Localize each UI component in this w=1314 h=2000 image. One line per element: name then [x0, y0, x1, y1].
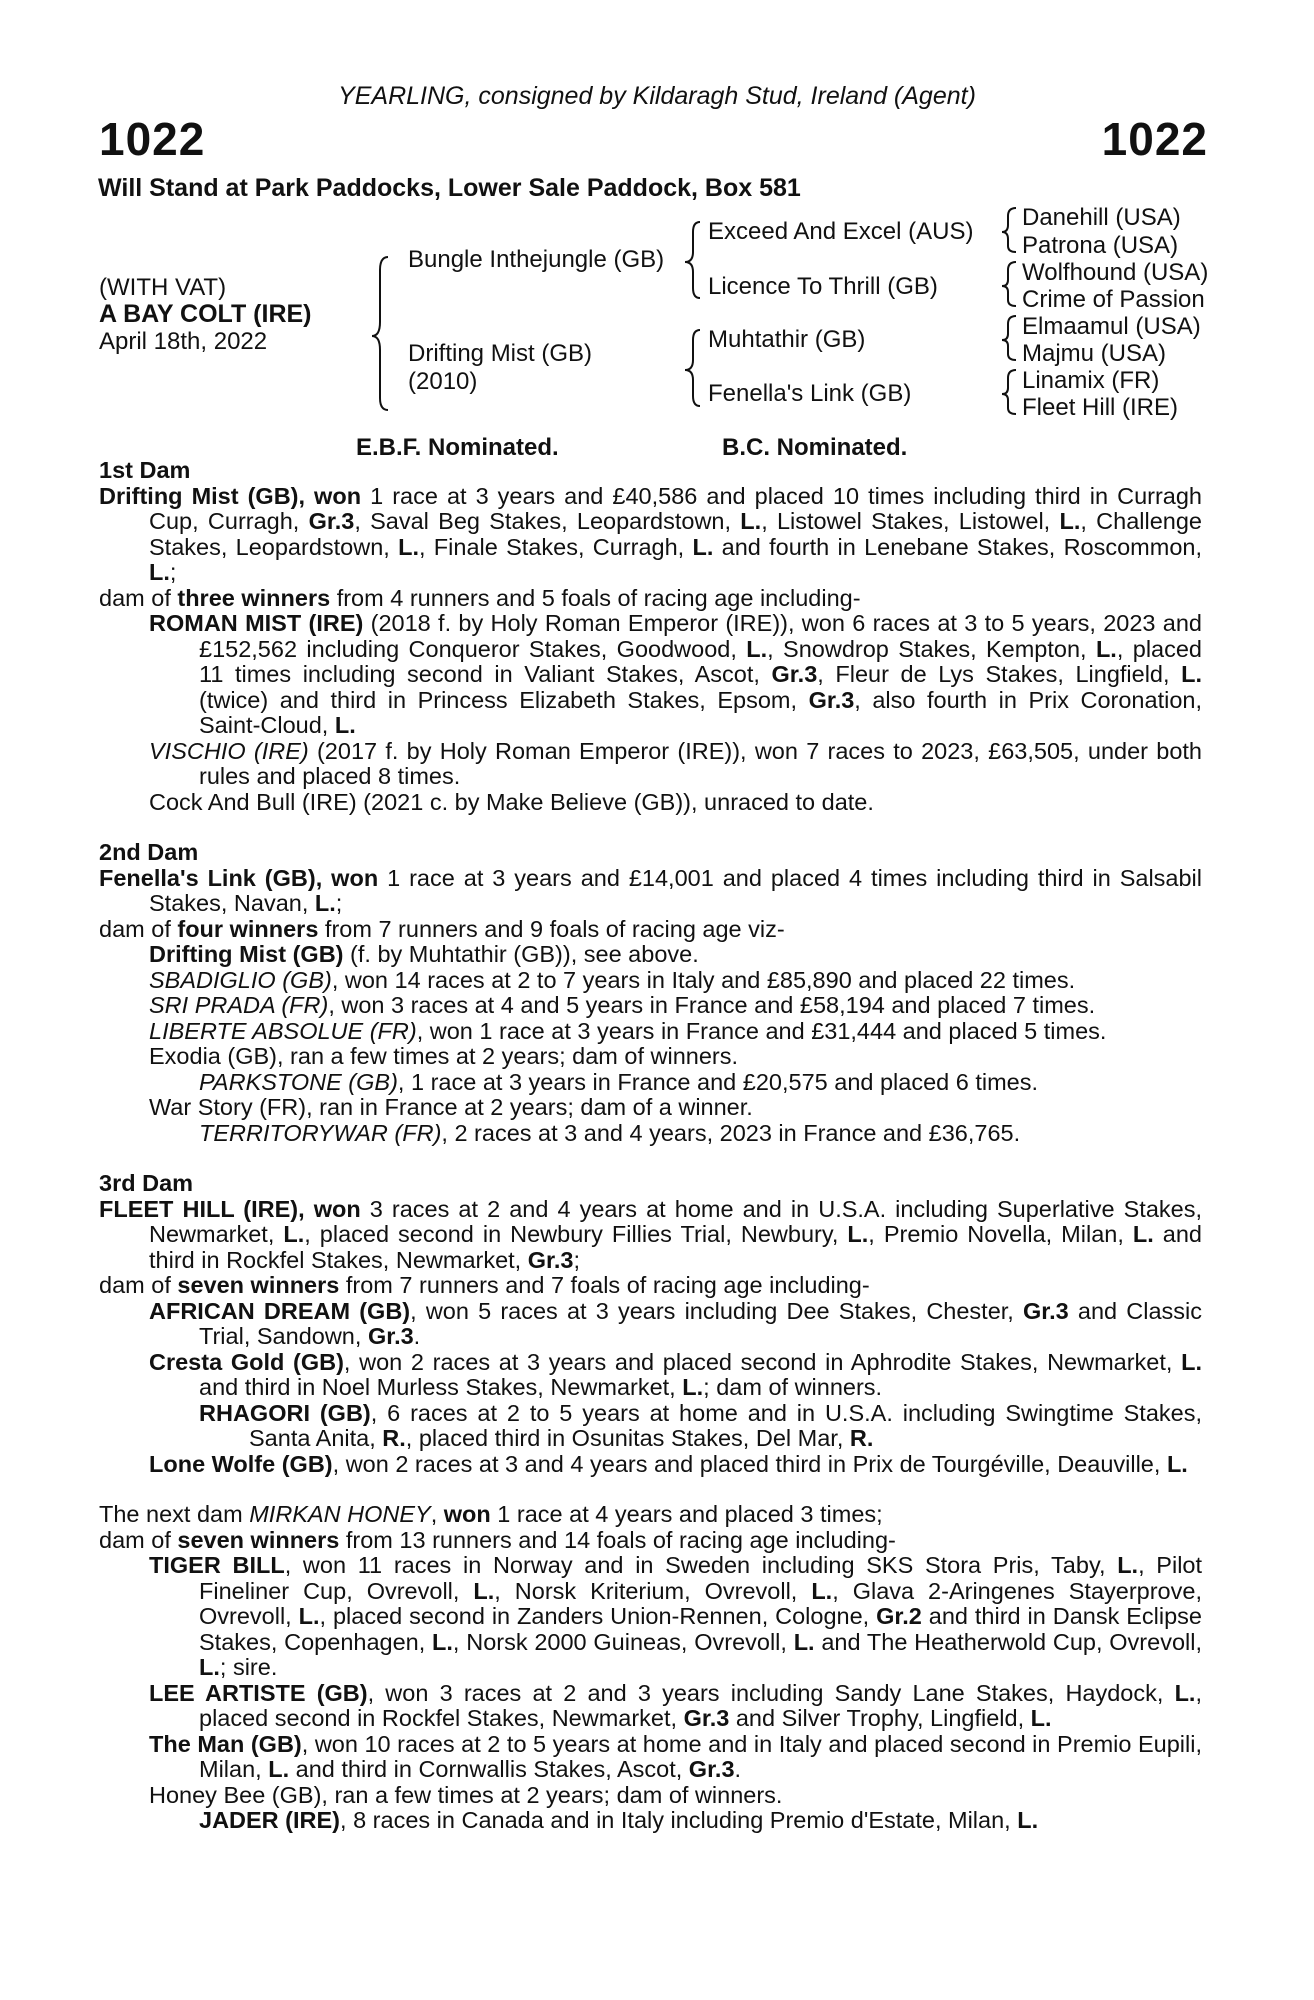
dam-sire: Muhtathir (GB): [708, 326, 866, 353]
produce-honey-bee: Honey Bee (GB), ran a few times at 2 years; dam of winners.: [149, 1781, 783, 1808]
gg-4: Crime of Passion: [1022, 286, 1205, 313]
sire-sire: Exceed And Excel (AUS): [708, 218, 974, 245]
second-dam-heading: 2nd Dam: [99, 839, 199, 865]
third-dam-produce: dam of seven winners from 7 runners and 7 foals of racing age including-: [99, 1272, 870, 1298]
produce-vischio: VISCHIO (IRE) (2017 f. by Holy Roman Emperor (IRE)), won 7 races to 2023, £63,505, under both rules and placed 8 times.: [149, 737, 1203, 789]
horse-dob: April 18th, 2022: [99, 328, 268, 355]
produce-cresta-gold: Cresta Gold (GB), won 2 races at 3 years and placed second in Aphrodite Stakes, Newmarket, L. and third in Noel Murless Stakes, Newmarket, L.; dam of winners.: [149, 1348, 1202, 1400]
produce-african-dream: AFRICAN DREAM (GB), won 5 races at 3 years including Dee Stakes, Chester, Gr.3 and Classic Trial, Sandown, Gr.3.: [149, 1297, 1203, 1349]
stand-location: Will Stand at Park Paddocks, Lower Sale Paddock, Box 581: [98, 174, 801, 202]
third-dam-heading: 3rd Dam: [99, 1170, 194, 1196]
gg-8: Fleet Hill (IRE): [1022, 394, 1179, 421]
gg-7: Linamix (FR): [1022, 367, 1160, 394]
produce-sbadiglio: SBADIGLIO (GB), won 14 races at 2 to 7 years in Italy and £85,890 and placed 22 times.: [149, 966, 1076, 993]
produce-jader: JADER (IRE), 8 races in Canada and in Italy including Premio d'Estate, Milan, L.: [199, 1807, 1039, 1833]
produce-drifting-mist: Drifting Mist (GB) (f. by Muhtathir (GB)), see above.: [149, 941, 699, 967]
second-dam-produce: dam of four winners from 7 runners and 9 foals of racing age viz-: [99, 915, 785, 942]
sire-dam: Licence To Thrill (GB): [708, 273, 938, 300]
first-dam-heading: 1st Dam: [99, 457, 191, 483]
next-dam-entry: The next dam MIRKAN HONEY, won 1 race at 4 years and placed 3 times;: [99, 1501, 883, 1527]
produce-the-man: The Man (GB), won 10 races at 2 to 5 years at home and in Italy and placed second in Premio Eupili, Milan, L. and third in Cornwallis Stakes, Ascot, Gr.3.: [149, 1730, 1202, 1782]
next-dam-produce: dam of seven winners from 13 runners and 14 foals of racing age including-: [99, 1526, 896, 1553]
produce-war-story: War Story (FR), ran in France at 2 years; dam of a winner.: [149, 1094, 753, 1120]
second-dam-entry: Fenella's Link (GB), won 1 race at 3 years and £14,001 and placed 4 times including third in Salsabil Stakes, Navan, L.;: [99, 864, 1202, 916]
lot-number-left: 1022: [99, 113, 206, 165]
first-dam-produce: dam of three winners from 4 runners and 5 foals of racing age including-: [99, 584, 861, 611]
catalogue-body: [99, 458, 1202, 1834]
dam-name: Drifting Mist (GB): [408, 340, 593, 367]
gg-6: Majmu (USA): [1022, 340, 1167, 367]
produce-roman-mist: ROMAN MIST (IRE) (2018 f. by Holy Roman Emperor (IRE)), won 6 races at 3 to 5 years, 2023 and £152,562 including Conqueror Stakes, Goodwood, L., Snowdrop Stakes, Kempton, L., placed 11 times including second in Valiant Stakes, Ascot, Gr.3, Fleur de Lys Stakes, Lingfield, L. (twice) and third in Princess Elizabeth Stakes, Epsom, Gr.3, also fourth in Prix Coronation, Saint-Cloud, L.: [149, 610, 1202, 738]
bc-nomination: B.C. Nominated.: [722, 434, 908, 461]
produce-sri-prada: SRI PRADA (FR), won 3 races at 4 and 5 years in France and £58,194 and placed 7 times.: [149, 992, 1096, 1018]
vat-note: (WITH VAT): [99, 274, 227, 301]
produce-liberte-absolue: LIBERTE ABSOLUE (FR), won 1 race at 3 years in France and £31,444 and placed 5 times.: [149, 1017, 1107, 1044]
produce-rhagori: RHAGORI (GB), 6 races at 2 to 5 years at home and in U.S.A. including Swingtime Stakes, Santa Anita, R., placed third in Osunitas Stakes, Del Mar, R.: [199, 1399, 1202, 1451]
gg-3: Wolfhound (USA): [1022, 259, 1209, 286]
dam-year: (2010): [408, 368, 478, 395]
sire-name: Bungle Inthejungle (GB): [408, 246, 665, 273]
horse-name: A BAY COLT (IRE): [99, 300, 312, 328]
lot-number-right: 1022: [1101, 113, 1208, 165]
produce-exodia: Exodia (GB), ran a few times at 2 years; dam of winners.: [149, 1043, 739, 1069]
third-dam-entry: FLEET HILL (IRE), won 3 races at 2 and 4 years at home and in U.S.A. including Superlative Stakes, Newmarket, L., placed second in Newbury Fillies Trial, Newbury, L., Premio Novella, Milan, L. and third in Rockfel Stakes, Newmarket, Gr.3;: [99, 1195, 1202, 1273]
dam-dam: Fenella's Link (GB): [708, 380, 912, 407]
first-dam-entry: Drifting Mist (GB), won 1 race at 3 years and £40,586 and placed 10 times including third in Curragh Cup, Curragh, Gr.3, Saval Beg Stakes, Leopardstown, L., Listowel Stakes, Listowel, L., Challenge Stakes, Leopardstown, L., Finale Stakes, Curragh, L. and fourth in Lenebane Stakes, Roscommon, L.;: [99, 482, 1203, 585]
consignment-line: YEARLING, consigned by Kildaragh Stud, Ireland (Agent): [338, 82, 976, 110]
gg-5: Elmaamul (USA): [1022, 313, 1201, 340]
produce-cock-and-bull: Cock And Bull (IRE) (2021 c. by Make Believe (GB)), unraced to date.: [149, 788, 874, 815]
produce-lone-wolfe: Lone Wolfe (GB), won 2 races at 3 and 4 years and placed third in Prix de Tourgéville, Deauville, L.: [149, 1450, 1188, 1477]
produce-tiger-bill: TIGER BILL, won 11 races in Norway and in Sweden including SKS Stora Pris, Taby, L., Pilot Fineliner Cup, Ovrevoll, L., Norsk Kriterium, Ovrevoll, L., Glava 2-Aringenes Stayerprove, Ovrevoll, L., placed second in Zanders Union-Rennen, Cologne, Gr.2 and third in Dansk Eclipse Stakes, Copenhagen, L., Norsk 2000 Guineas, Ovrevoll, L. and The Heatherwold Cup, Ovrevoll, L.; sire.: [149, 1552, 1203, 1680]
produce-lee-artiste: LEE ARTISTE (GB), won 3 races at 2 and 3 years including Sandy Lane Stakes, Haydock, L., placed second in Rockfel Stakes, Newmarket, Gr.3 and Silver Trophy, Lingfield, L.: [149, 1679, 1202, 1731]
produce-territorywar: TERRITORYWAR (FR), 2 races at 3 and 4 years, 2023 in France and £36,765.: [199, 1119, 1021, 1146]
gg-1: Danehill (USA): [1022, 204, 1181, 231]
produce-parkstone: PARKSTONE (GB), 1 race at 3 years in France and £20,575 and placed 6 times.: [199, 1068, 1039, 1095]
gg-2: Patrona (USA): [1022, 232, 1179, 259]
ebf-nomination: E.B.F. Nominated.: [356, 434, 559, 461]
